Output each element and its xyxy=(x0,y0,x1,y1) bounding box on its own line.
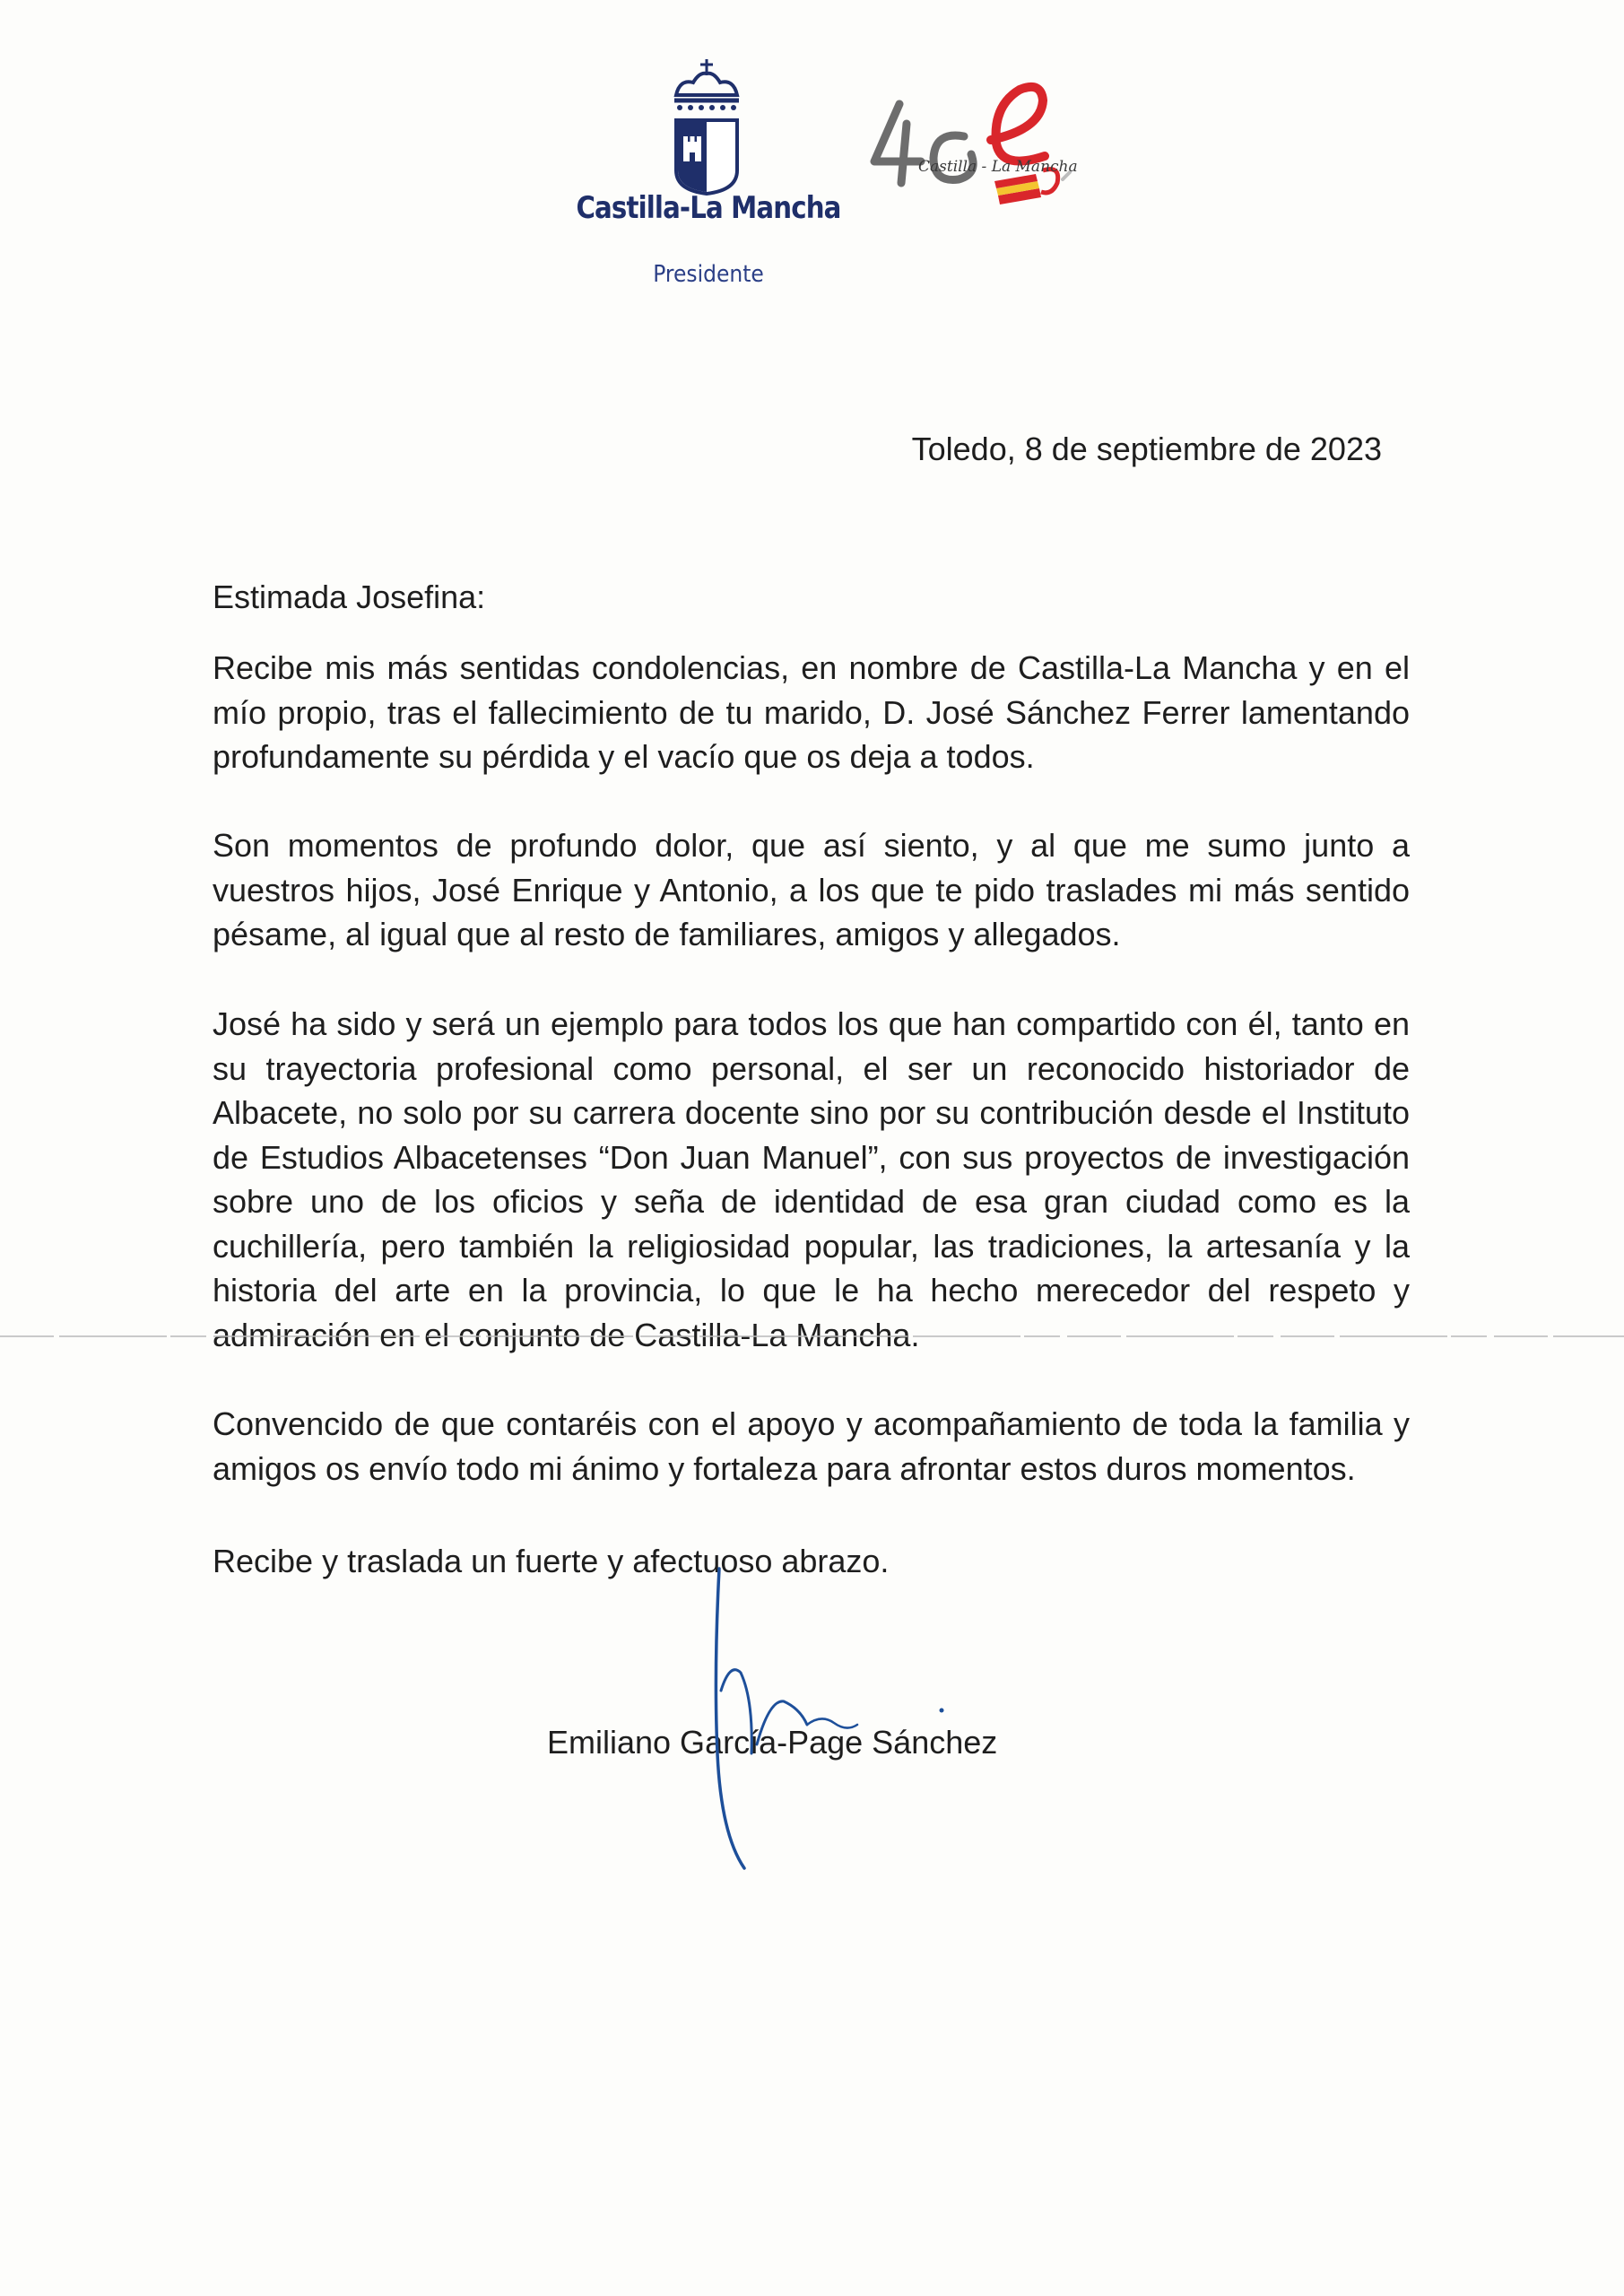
letter-salutation: Estimada Josefina: xyxy=(213,578,486,615)
paper-fold-line xyxy=(0,1334,1624,1339)
org-name: Castilla-La Mancha xyxy=(576,190,841,226)
org-role: Presidente xyxy=(653,261,764,288)
letter-closing: Recibe y traslada un fuerte y afectuoso abrazo. xyxy=(213,1543,890,1579)
anniversary-caption: Castilla - La Mancha xyxy=(918,158,1078,176)
paragraph-support: Convencido de que contaréis con el apoyo y acompañamiento de toda la familia y amigos os envío todo mi ánimo y fortaleza para afrontar estos duros momentos. xyxy=(213,1405,1410,1487)
signature-mark xyxy=(682,1565,986,1874)
paragraph-tribute: José ha sido y será un ejemplo para todos los que han compartido con él, tanto en su trayectoria profesional como personal, el ser un reconocido historiador de Albacete, no solo por su carrera docente sino por su contribución desde el Instituto de Estudios Albacetenses “Don Juan Manuel”, con sus proyectos de investigación sobre uno de los oficios y seña de identidad de esa gran ciudad como es la cuchillería, pero también la religiosidad popular, las tradiciones, la artesanía y la historia del arte en la provincia, lo que le ha hecho merecedor del respeto y admiración en el conjunto de Castilla-La Mancha. xyxy=(213,1005,1410,1353)
paragraph-condolences: Recibe mis más sentidas condolencias, en nombre de Castilla-La Mancha y en el mío propio, tras el fallecimiento de tu marido, D. José Sánchez Ferrer lamentando profundamente su pérdida y el vacío que os deja a todos. xyxy=(213,649,1410,775)
paragraph-family: Son momentos de profundo dolor, que así siento, y al que me sumo junto a vuestros hijos, José Enrique y Antonio, a los que te pido traslades mi más sentido pésame, al igual que al resto de familiares, amigos y allegados. xyxy=(213,827,1410,952)
signer-name: Emiliano García-Page Sánchez xyxy=(547,1724,998,1761)
coat-of-arms-icon xyxy=(644,56,769,199)
anniversary-logo-icon xyxy=(865,72,1107,233)
letter-date: Toledo, 8 de septiembre de 2023 xyxy=(911,430,1382,467)
